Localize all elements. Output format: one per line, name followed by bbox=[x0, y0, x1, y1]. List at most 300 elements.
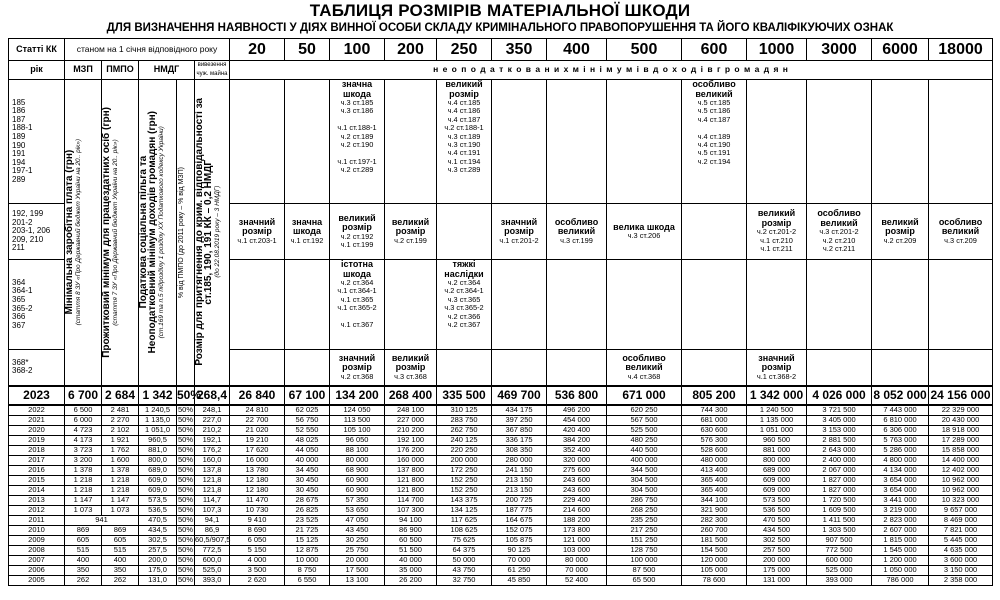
value-cell: 280 000 bbox=[492, 455, 547, 465]
value-cell: 2 823 000 bbox=[872, 515, 929, 525]
value-cell: 15 858 000 bbox=[929, 445, 993, 455]
value-cell: 87 500 bbox=[607, 565, 682, 575]
value-cell: 248,1 bbox=[195, 405, 230, 416]
value-cell: 336 175 bbox=[492, 435, 547, 445]
g3-100: істотна шкода ч.2 ст.364 ч.1 ст.364-1 ч.1 ст.365 ч.1 ст.365-2 ч.1 ст.367 bbox=[330, 260, 385, 350]
value-cell: 20 000 bbox=[330, 555, 385, 565]
value-cell: 941 bbox=[65, 515, 139, 525]
year-cell: 2017 bbox=[9, 455, 65, 465]
value-cell: 134 200 bbox=[330, 386, 385, 405]
value-cell: 60 900 bbox=[330, 485, 385, 495]
value-cell: 1 545 000 bbox=[872, 545, 929, 555]
article-reference: ч.5 ст.191 bbox=[697, 148, 731, 158]
multiplier-50: 50 bbox=[285, 39, 330, 61]
value-cell: 393,0 bbox=[195, 575, 230, 585]
value-cell: 3 723 bbox=[65, 445, 102, 455]
year-cell: 2010 bbox=[9, 525, 65, 535]
value-cell: 213 150 bbox=[492, 485, 547, 495]
value-cell: 8 469 000 bbox=[929, 515, 993, 525]
year-row bbox=[9, 475, 993, 485]
multiplier-600: 600 bbox=[682, 39, 747, 61]
value-cell: 200 000 bbox=[437, 455, 492, 465]
value-cell: 21 020 bbox=[230, 425, 285, 435]
article-number: 185 bbox=[12, 97, 26, 107]
value-cell: 26 840 bbox=[230, 386, 285, 405]
article-reference: ч.3 ст.185 bbox=[340, 98, 374, 107]
value-cell: 2 270 bbox=[102, 415, 139, 425]
article-reference: ч.4 ст.191 bbox=[447, 148, 481, 158]
value-cell: 609 000 bbox=[747, 485, 807, 495]
value-cell: 1 240 500 bbox=[747, 405, 807, 416]
value-cell: 1 135,0 bbox=[139, 415, 177, 425]
g2-1000: великий розмір ч.2 ст.201-2 ч.1 ст.210 ч.1 ст.211 bbox=[747, 204, 807, 260]
g3-250: тяжкі наслідки ч.2 ст.364 ч.2 ст.364-1 ч.3 ст.365 ч.3 ст.365-2 ч.2 ст.366 ч.2 ст.367 bbox=[437, 260, 492, 350]
article-number: 368* bbox=[12, 357, 29, 367]
value-cell: 160,0 bbox=[195, 455, 230, 465]
value-cell: 367 850 bbox=[492, 425, 547, 435]
value-cell: 1 815 000 bbox=[872, 535, 929, 545]
value-cell: 2 620 bbox=[230, 575, 285, 585]
value-cell: 53 650 bbox=[330, 505, 385, 515]
value-cell: 176 200 bbox=[385, 445, 437, 455]
value-cell: 50% bbox=[177, 525, 193, 534]
value-cell: 30 250 bbox=[330, 535, 385, 545]
value-cell: 310 125 bbox=[437, 405, 492, 416]
year-row bbox=[9, 565, 993, 575]
year-row bbox=[9, 545, 993, 555]
nmdg-header: НМДГ bbox=[139, 61, 195, 80]
value-cell: 262 bbox=[65, 575, 102, 585]
article-number: 365-2 bbox=[12, 303, 33, 313]
mzp-vertical: Мінімальна заробітна плата (грн) (стаття 8 ЗУ «Про Державний бюджет України на 20.. рік») bbox=[65, 80, 102, 386]
value-cell: 1 827 000 bbox=[807, 475, 872, 485]
value-cell: 12 402 000 bbox=[929, 465, 993, 475]
untaxed-header: н е о п о д а т к о в а н и х м і н і м у м і в д о х о д і в г р о м а д я н bbox=[230, 61, 993, 80]
value-cell: 275 600 bbox=[547, 465, 607, 475]
value-cell: 2 358 000 bbox=[929, 575, 993, 585]
value-cell: 681 000 bbox=[682, 415, 747, 425]
value-cell: 420 400 bbox=[547, 425, 607, 435]
value-cell: 605 bbox=[102, 535, 139, 545]
value-cell: 200 000 bbox=[747, 555, 807, 565]
value-cell: 480 000 bbox=[682, 455, 747, 465]
article-number: 197-1 bbox=[12, 166, 33, 176]
multiplier-250: 250 bbox=[437, 39, 492, 61]
value-cell: 496 200 bbox=[547, 405, 607, 416]
article-group-1 bbox=[9, 80, 993, 204]
value-cell: 10 962 000 bbox=[929, 485, 993, 495]
value-cell: 881 000 bbox=[747, 445, 807, 455]
value-cell: 114 700 bbox=[385, 495, 437, 505]
value-cell: 1 921 bbox=[102, 435, 139, 445]
value-cell: 2 607 000 bbox=[872, 525, 929, 535]
value-cell: 50% bbox=[177, 445, 193, 454]
value-cell: 4 134 000 bbox=[872, 465, 929, 475]
value-cell: 61 250 bbox=[492, 565, 547, 575]
articles-group-2 bbox=[9, 204, 65, 260]
value-cell: 56 750 bbox=[285, 415, 330, 425]
g2-350: значний розмір ч.1 ст.201-2 bbox=[492, 204, 547, 260]
value-cell: 16 000 bbox=[230, 455, 285, 465]
year-row bbox=[9, 425, 993, 435]
value-cell: 2 102 bbox=[102, 425, 139, 435]
value-cell: 164 675 bbox=[492, 515, 547, 525]
article-reference: ч.2 ст.364-1 bbox=[444, 286, 484, 296]
articles-group-1 bbox=[9, 80, 65, 204]
value-cell: 152 075 bbox=[492, 525, 547, 535]
value-cell: 321 900 bbox=[682, 505, 747, 515]
mzp-header: МЗП bbox=[65, 61, 102, 80]
article-number: 188-1 bbox=[12, 123, 33, 133]
value-cell: 1 050 000 bbox=[872, 565, 929, 575]
value-cell: 772 500 bbox=[807, 545, 872, 555]
year-cell: 2011 bbox=[9, 515, 65, 525]
article-reference: ч.1 ст.365-2 bbox=[337, 303, 377, 313]
year-row bbox=[9, 505, 993, 515]
multiplier-20: 20 bbox=[230, 39, 285, 61]
value-cell: 12 875 bbox=[285, 545, 330, 555]
value-cell: 10 730 bbox=[230, 505, 285, 515]
article-reference: ч.2 ст.192 bbox=[340, 231, 374, 241]
value-cell: 805 200 bbox=[682, 386, 747, 405]
value-cell: 528 600 bbox=[682, 445, 747, 455]
value-cell: 213 150 bbox=[492, 475, 547, 485]
value-cell: 50 000 bbox=[437, 555, 492, 565]
value-cell: 60 900 bbox=[330, 475, 385, 485]
article-reference: ч.3 ст.365-2 bbox=[444, 303, 484, 313]
page-title: ТАБЛИЦЯ РОЗМІРІВ МАТЕРІАЛЬНОЇ ШКОДИ bbox=[309, 1, 691, 20]
article-number: 211 bbox=[12, 243, 25, 253]
article-reference: ч.2 ст.188-1 bbox=[444, 123, 484, 133]
g4-1000: значний розмір ч.1 ст.368-2 bbox=[747, 350, 807, 386]
value-cell: 23 525 bbox=[285, 515, 330, 525]
value-cell: 525,0 bbox=[195, 565, 230, 575]
article-number: 368-2 bbox=[12, 366, 33, 376]
value-cell: 80 000 bbox=[330, 455, 385, 465]
value-cell: 440 500 bbox=[607, 445, 682, 455]
g2-3000: особливо великий ч.3 ст.201-2 ч.2 ст.210 ч.2 ст.211 bbox=[807, 204, 872, 260]
value-cell: 525 500 bbox=[607, 425, 682, 435]
value-cell: 50% bbox=[177, 535, 193, 544]
value-cell: 121,8 bbox=[195, 475, 230, 485]
article-reference: ч.2 ст.364 bbox=[447, 278, 481, 287]
value-cell: 1 073 bbox=[102, 505, 139, 515]
g1-100: значна шкода ч.3 ст.185 ч.3 ст.186 ч.1 ст.188-1 ч.2 ст.189 ч.2 ст.190 ч.1 ст.197-1 ч.2 ст.289 bbox=[330, 80, 385, 204]
g1-250: великий розмір ч.4 ст.185 ч.4 ст.186 ч.4 ст.187 ч.2 ст.188-1 ч.3 ст.189 ч.3 ст.190 ч.4 ст.191 ч.1 ст.194 ч.3 ст.289 bbox=[437, 80, 492, 204]
year-header: рік bbox=[9, 61, 65, 80]
value-cell: 50% bbox=[177, 455, 193, 464]
value-cell: 175 000 bbox=[747, 565, 807, 575]
year-cell: 2015 bbox=[9, 475, 65, 485]
value-cell: 304 500 bbox=[607, 475, 682, 485]
g1-600: особливо великий ч.5 ст.185 ч.5 ст.186 ч.4 ст.187 ч.4 ст.189 ч.4 ст.190 ч.5 ст.191 ч.2 ст.194 bbox=[682, 80, 747, 204]
article-number: 209, 210 bbox=[12, 234, 44, 244]
year-row bbox=[9, 405, 993, 416]
value-cell: 2 881 500 bbox=[807, 435, 872, 445]
value-cell: 48 025 bbox=[285, 435, 330, 445]
value-cell: 192 100 bbox=[385, 435, 437, 445]
value-cell: 365 400 bbox=[682, 485, 747, 495]
value-cell: 3 654 000 bbox=[872, 485, 929, 495]
g2-20: значний розмір ч.1 ст.203-1 bbox=[230, 204, 285, 260]
value-cell: 1 762 bbox=[102, 445, 139, 455]
value-cell: 75 625 bbox=[437, 535, 492, 545]
year-row bbox=[9, 455, 993, 465]
value-cell: 60,5/907,5 bbox=[195, 535, 231, 544]
value-cell: 573 500 bbox=[747, 495, 807, 505]
value-cell: 50% bbox=[177, 505, 193, 514]
value-cell: 1 342 000 bbox=[747, 386, 807, 405]
article-reference: ч.1 ст.188-1 bbox=[337, 123, 377, 133]
value-cell: 176,2 bbox=[195, 445, 230, 455]
size-vertical: Розмір для притягнення до крим. відповідальності за ст.185, 190, 191 КК – 0,2 НМДГ (до 22.08.2019 року – 3 НМДГ) bbox=[195, 80, 230, 386]
value-cell: 235 250 bbox=[607, 515, 682, 525]
value-cell: 35 000 bbox=[385, 565, 437, 575]
value-cell: 24 156 000 bbox=[929, 386, 993, 405]
value-cell: 600 000 bbox=[807, 555, 872, 565]
year-cell: 2022 bbox=[9, 405, 65, 416]
g2-400: особливо великий ч.3 ст.199 bbox=[547, 204, 607, 260]
value-cell: 105 000 bbox=[682, 565, 747, 575]
multiplier-18000: 18000 bbox=[929, 39, 993, 61]
value-cell: 609,0 bbox=[139, 485, 177, 495]
value-cell: 50% bbox=[177, 565, 193, 574]
value-cell: 86,9 bbox=[195, 525, 230, 535]
value-cell: 5 150 bbox=[230, 545, 285, 555]
value-cell: 573,5 bbox=[139, 495, 177, 505]
value-cell: 3 405 000 bbox=[807, 415, 872, 425]
value-cell: 192,1 bbox=[195, 435, 230, 445]
value-cell: 620 250 bbox=[607, 405, 682, 416]
value-cell: 262 bbox=[102, 575, 139, 585]
value-cell: 103 000 bbox=[547, 545, 607, 555]
article-reference: ч.1 ст.211 bbox=[760, 244, 793, 254]
value-cell: 671 000 bbox=[607, 386, 682, 405]
value-cell: 32 750 bbox=[437, 575, 492, 585]
article-number: 201-2 bbox=[12, 217, 33, 227]
value-cell: 393 000 bbox=[807, 575, 872, 585]
value-cell: 15 125 bbox=[285, 535, 330, 545]
article-number: 364 bbox=[12, 277, 26, 287]
value-cell: 302,5 bbox=[139, 535, 177, 545]
article-number: 192, 199 bbox=[12, 209, 44, 219]
value-cell: 6 550 bbox=[285, 575, 330, 585]
year-cell: 2020 bbox=[9, 425, 65, 435]
value-cell: 243 600 bbox=[547, 475, 607, 485]
value-cell: 434 175 bbox=[492, 405, 547, 416]
value-cell: 881,0 bbox=[139, 445, 177, 455]
value-cell: 120 000 bbox=[682, 555, 747, 565]
value-cell: 400 bbox=[65, 555, 102, 565]
article-reference: ч.4 ст.187 bbox=[697, 114, 731, 124]
value-cell: 96 050 bbox=[330, 435, 385, 445]
value-cell: 6 810 000 bbox=[872, 415, 929, 425]
value-cell: 605 bbox=[65, 535, 102, 545]
articles-group-4 bbox=[9, 350, 65, 386]
value-cell: 17 620 bbox=[230, 445, 285, 455]
value-cell: 17 289 000 bbox=[929, 435, 993, 445]
value-cell: 188 200 bbox=[547, 515, 607, 525]
value-cell: 480 250 bbox=[607, 435, 682, 445]
value-cell: 248 100 bbox=[385, 405, 437, 416]
nmdg-vertical: Податкова соціальна пільга та Неоподатковний мінімум доходів громадян (грн) (ст.169 та п.5 підрозділу 1 розділу XX Податкового кодексу України) bbox=[139, 80, 177, 386]
value-cell: 128 750 bbox=[607, 545, 682, 555]
value-cell: 50% bbox=[177, 435, 193, 444]
value-cell: 57 350 bbox=[330, 495, 385, 505]
value-cell: 434 500 bbox=[747, 525, 807, 535]
year-cell: 2008 bbox=[9, 545, 65, 555]
value-cell: 268 250 bbox=[607, 505, 682, 515]
value-cell: 200 725 bbox=[492, 495, 547, 505]
article-reference: ч.2 ст.364 bbox=[340, 278, 374, 287]
value-cell: 154 500 bbox=[682, 545, 747, 555]
value-cell: 143 375 bbox=[437, 495, 492, 505]
value-cell: 227,0 bbox=[195, 415, 230, 425]
article-reference: ч.3 ст.289 bbox=[447, 165, 481, 175]
value-cell: 65 500 bbox=[607, 575, 682, 585]
page-subtitle: ДЛЯ ВИЗНАЧЕННЯ НАЯВНОСТІ У ДІЯХ ВИННОЇ ОСОБИ СКЛАДУ КРИМІНАЛЬНОГО ПРАВОПОРУШЕННЯ ТА ЙОГО КВАЛІФІКУЮЧИХ ОЗНАК bbox=[106, 22, 894, 34]
value-cell: 3 441 000 bbox=[872, 495, 929, 505]
value-cell: 40 000 bbox=[285, 455, 330, 465]
year-cell: 2018 bbox=[9, 445, 65, 455]
value-cell: 6 000 bbox=[65, 415, 102, 425]
year-cell: 2019 bbox=[9, 435, 65, 445]
value-cell: 1 200 000 bbox=[872, 555, 929, 565]
value-cell: 384 200 bbox=[547, 435, 607, 445]
multiplier-200: 200 bbox=[385, 39, 437, 61]
value-cell: 282 300 bbox=[682, 515, 747, 525]
value-cell: 800 000 bbox=[747, 455, 807, 465]
value-cell: 536 800 bbox=[547, 386, 607, 405]
value-cell: 869 bbox=[102, 525, 139, 535]
value-cell: 214 600 bbox=[547, 505, 607, 515]
value-cell: 10 000 bbox=[285, 555, 330, 565]
article-number: 367 bbox=[12, 320, 26, 330]
value-cell: 131 000 bbox=[747, 575, 807, 585]
value-cell: 80 000 bbox=[547, 555, 607, 565]
value-cell: 536 500 bbox=[747, 505, 807, 515]
value-cell: 268 400 bbox=[385, 386, 437, 405]
article-reference: ч.4 ст.186 bbox=[447, 106, 481, 116]
articles-header: Статті КК bbox=[9, 39, 65, 61]
value-cell: 64 375 bbox=[437, 545, 492, 555]
g4-100: значний розмір ч.2 ст.368 bbox=[330, 350, 385, 386]
value-cell: 4 026 000 bbox=[807, 386, 872, 405]
value-cell: 60 500 bbox=[385, 535, 437, 545]
value-cell: 107,3 bbox=[195, 505, 230, 515]
value-cell: 30 450 bbox=[285, 485, 330, 495]
value-cell: 1 073 bbox=[65, 505, 102, 515]
note-header: вивезення чуж. майна bbox=[195, 61, 230, 80]
value-cell: 3 654 000 bbox=[872, 475, 929, 485]
value-cell: 43 750 bbox=[437, 565, 492, 575]
value-cell: 172 250 bbox=[437, 465, 492, 475]
article-reference: ч.2 ст.210 bbox=[822, 235, 856, 245]
value-cell: 151 250 bbox=[607, 535, 682, 545]
value-cell: 10 323 000 bbox=[929, 495, 993, 505]
value-cell: 70 000 bbox=[492, 555, 547, 565]
value-cell: 200,0 bbox=[139, 555, 177, 565]
value-cell: 13 780 bbox=[230, 465, 285, 475]
value-cell: 5 286 000 bbox=[872, 445, 929, 455]
value-cell: 173 800 bbox=[547, 525, 607, 535]
value-cell: 1 051,0 bbox=[139, 425, 177, 435]
value-cell: 62 025 bbox=[285, 405, 330, 416]
value-cell: 12 180 bbox=[230, 485, 285, 495]
value-cell: 609,0 bbox=[139, 475, 177, 485]
value-cell: 515 bbox=[65, 545, 102, 555]
value-cell: 400 bbox=[102, 555, 139, 565]
article-reference: ч.1 ст.364-1 bbox=[337, 286, 377, 296]
value-cell: 6 500 bbox=[65, 405, 102, 416]
article-reference: ч.1 ст.367 bbox=[340, 320, 374, 330]
value-cell: 350 bbox=[102, 565, 139, 575]
value-cell: 50% bbox=[177, 575, 193, 584]
value-cell: 3 500 bbox=[230, 565, 285, 575]
article-number: 364-1 bbox=[12, 286, 33, 296]
value-cell: 2 400 000 bbox=[807, 455, 872, 465]
year-cell: 2021 bbox=[9, 415, 65, 425]
value-cell: 469 700 bbox=[492, 386, 547, 405]
value-cell: 47 050 bbox=[330, 515, 385, 525]
value-cell: 124 050 bbox=[330, 405, 385, 416]
article-reference: ч.4 ст.187 bbox=[447, 114, 481, 124]
year-row bbox=[9, 445, 993, 455]
value-cell: 52 400 bbox=[547, 575, 607, 585]
year-row bbox=[9, 465, 993, 475]
year-cell: 2006 bbox=[9, 565, 65, 575]
value-cell: 52 550 bbox=[285, 425, 330, 435]
article-number: 191 bbox=[12, 149, 26, 159]
value-cell: 800,0 bbox=[139, 455, 177, 465]
value-cell: 470,5 bbox=[139, 515, 177, 525]
value-cell: 1 378 bbox=[65, 465, 102, 475]
value-cell: 50% bbox=[177, 475, 193, 484]
value-cell: 14 400 000 bbox=[929, 455, 993, 465]
value-cell: 134 125 bbox=[437, 505, 492, 515]
value-cell: 5 763 000 bbox=[872, 435, 929, 445]
value-cell: 30 450 bbox=[285, 475, 330, 485]
value-cell: 121 000 bbox=[547, 535, 607, 545]
value-cell: 152 250 bbox=[437, 485, 492, 495]
value-cell: 689,0 bbox=[139, 465, 177, 475]
value-cell: 50% bbox=[177, 495, 193, 504]
value-cell: 772,5 bbox=[195, 545, 230, 555]
value-cell: 4 635 000 bbox=[929, 545, 993, 555]
value-cell: 227 000 bbox=[385, 415, 437, 425]
year-cell: 2016 bbox=[9, 465, 65, 475]
multiplier-400: 400 bbox=[547, 39, 607, 61]
article-reference: ч.4 ст.185 bbox=[447, 98, 481, 107]
value-cell: 6 306 000 bbox=[872, 425, 929, 435]
value-cell: 105 875 bbox=[492, 535, 547, 545]
value-cell: 257,5 bbox=[139, 545, 177, 555]
value-cell: 10 962 000 bbox=[929, 475, 993, 485]
value-cell: 1 240,5 bbox=[139, 405, 177, 416]
year-cell: 2014 bbox=[9, 485, 65, 495]
value-cell: 18 918 000 bbox=[929, 425, 993, 435]
value-cell: 8 052 000 bbox=[872, 386, 929, 405]
value-cell: 7 821 000 bbox=[929, 525, 993, 535]
value-cell: 50% bbox=[177, 545, 193, 554]
multiplier-500: 500 bbox=[607, 39, 682, 61]
multiplier-1000: 1000 bbox=[747, 39, 807, 61]
value-cell: 160 000 bbox=[385, 455, 437, 465]
value-cell: 1 218 bbox=[65, 485, 102, 495]
article-reference: ч.5 ст.186 bbox=[697, 106, 731, 116]
g2-100: великий розмір ч.2 ст.192 ч.1 ст.199 bbox=[330, 204, 385, 260]
value-cell: 576 300 bbox=[682, 435, 747, 445]
